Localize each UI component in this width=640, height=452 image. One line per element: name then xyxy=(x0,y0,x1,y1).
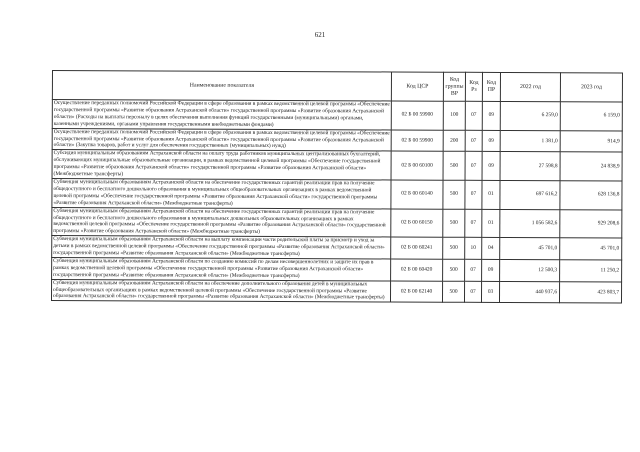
table-row xyxy=(52,257,622,281)
cell-y2023: 914,9 xyxy=(560,130,622,152)
cell-rz: 07 xyxy=(465,209,482,238)
cell-rz: 07 xyxy=(465,101,482,130)
cell-y2023: 423 803,7 xyxy=(559,281,621,303)
cell-name: Субсидия муниципальным образованиям Астраханской области на оплату труда работников муниципальных централизованных бухгалтерий, обслуживающих муниципальные образовательные организации, в рамках ведомственной целевой программы «Обеспечение государственной программы «Развитие образования Астраханской области» государственной программы «Развитие образования Астраханской области» (Межбюджетные трансферты) xyxy=(52,150,391,180)
cell-vr: 500 xyxy=(443,209,465,238)
cell-name: Осуществление переданных полномочий Российской Федерации в сфере образования в рамках ведомственной целевой программы «Обеспечение государственной программы «Развитие образования Астраханской области» государственной программы «Развитие образования Астраханской области» (Расходы на выплаты персоналу в целях обеспечения выполнения функций государственными (муниципальными) органами, казенными учреждениями, органами управления государственными внебюджетными фондами) xyxy=(53,100,390,128)
table-row xyxy=(51,279,621,303)
table-row xyxy=(52,178,622,209)
cell-y2023: 11 250,2 xyxy=(560,260,622,282)
cell-csr: 02 Б 00 60100 xyxy=(391,151,443,180)
cell-name: Субвенция муниципальным образованиям Астраханской области по созданию комиссий по делам несовершеннолетних и защите их прав в рамках ведомственной целевой программы «Обеспечение государственной программы «Развитие образования Астраханской области» государственной программы «Развитие образования Астраханской области» (Межбюджетные трансферты) xyxy=(52,257,391,280)
cell-pr: 09 xyxy=(482,101,500,130)
table-row xyxy=(52,150,622,181)
cell-y2023: 45 701,0 xyxy=(560,238,622,260)
cell-vr: 500 xyxy=(443,180,465,209)
cell-y2022: 697 616,2 xyxy=(500,180,560,209)
cell-rz: 10 xyxy=(465,238,482,260)
header-csr: Код ЦСР xyxy=(391,72,443,101)
cell-y2023: 6 159,0 xyxy=(560,102,622,131)
table-header-row xyxy=(52,71,622,102)
cell-pr: 01 xyxy=(482,209,500,238)
cell-y2022: 12 500,3 xyxy=(500,259,560,281)
table-row xyxy=(52,128,622,152)
cell-rz: 07 xyxy=(465,259,482,281)
header-pr: Код ПР xyxy=(482,72,500,101)
cell-rz: 07 xyxy=(465,152,482,181)
cell-vr: 500 xyxy=(443,152,465,181)
cell-csr: 02 Б 00 59900 xyxy=(391,101,443,130)
budget-table xyxy=(51,70,623,304)
cell-vr: 500 xyxy=(443,259,465,281)
cell-name: Субвенция муниципальным образованиям Астраханской области на обеспечение государственных гарантий реализации прав на получение общедоступного и бесплатного дошкольного образования в муниципальных общеобразовательных организациях в рамках ведомственной целевой программы «Обеспечение государственной программы «Развитие образования Астраханской области» государственной программы «Развитие образования Астраханской области» (Межбюджетные трансферты) xyxy=(52,178,391,208)
table-row xyxy=(52,207,622,238)
cell-pr: 09 xyxy=(482,152,500,181)
cell-name: Субвенция муниципальным образованиям Астраханской области на обеспечение государственных гарантий реализации прав на получение общедоступного и бесплатного дошкольного образования в муниципальных дошкольных образовательных организациях в рамках ведомственной целевой программы «Обеспечение государственной программы «Развитие образования Астраханской области» государственной программы «Развитие образования Астраханской области» (Межбюджетные трансферты) xyxy=(52,207,391,237)
cell-csr: 02 Б 00 60140 xyxy=(391,180,443,209)
header-vr: Код группы ВР xyxy=(443,72,465,101)
cell-y2022: 1 381,0 xyxy=(500,130,560,152)
cell-pr: 09 xyxy=(482,259,500,281)
cell-y2022: 27 598,8 xyxy=(500,152,560,181)
cell-pr: 09 xyxy=(482,130,500,152)
page-number: 621 xyxy=(314,31,326,39)
cell-y2022: 6 259,0 xyxy=(500,101,560,130)
cell-rz: 07 xyxy=(465,130,482,152)
cell-vr: 500 xyxy=(443,237,465,259)
cell-name: Осуществление переданных полномочий Российской Федерации в сфере образования в рамках ведомственной целевой программы «Обеспечение государственной программы «Развитие образования Астраханской области» государственной программы «Развитие образования Астраханской области» (Закупка товаров, работ и услуг для обеспечения государственных (муниципальных) нужд) xyxy=(53,128,390,150)
cell-vr: 100 xyxy=(443,101,465,130)
header-name: Наименование показателя xyxy=(52,71,391,101)
cell-name: Субвенция муниципальным образованиям Астраханской области на обеспечение дополнительного образования детей в муниципальных общеобразовательных организациях в рамках ведомственной целевой программы «Обеспечение государственной программы «Развитие образования Астраханской области» государственной программы «Развитие образования Астраханской области» (Межбюджетные трансферты) xyxy=(51,279,390,302)
cell-pr: 03 xyxy=(481,281,499,303)
cell-csr: 02 Б 00 59900 xyxy=(391,130,443,152)
header-2022: 2022 год xyxy=(500,72,560,101)
cell-y2023: 24 838,9 xyxy=(560,152,622,181)
cell-csr: 02 Б 00 60241 xyxy=(391,237,443,259)
header-2023: 2023 год xyxy=(560,73,622,102)
cell-csr: 02 Б 00 62140 xyxy=(390,281,442,303)
cell-rz: 07 xyxy=(464,281,481,303)
cell-name: Субвенция муниципальным образованиям Астраханской области на выплату компенсации части родительской платы за присмотр и уход за детьми в рамках ведомственной целевой программы «Обеспечение государственной программы «Развитие образования Астраханской области» государственной программы «Развитие образования Астраханской области» (Межбюджетные трансферты) xyxy=(52,236,391,259)
cell-vr: 200 xyxy=(443,130,465,152)
table-row xyxy=(52,100,622,131)
cell-pr: 01 xyxy=(482,180,500,209)
cell-y2022: 45 701,0 xyxy=(500,238,560,260)
table-row xyxy=(52,236,622,260)
cell-pr: 04 xyxy=(482,238,500,260)
cell-csr: 02 Б 00 60420 xyxy=(391,259,443,281)
cell-y2022: 440 937,6 xyxy=(499,281,559,303)
header-rz: Код Рз xyxy=(465,72,482,101)
cell-csr: 02 Б 00 60150 xyxy=(391,209,443,238)
cell-y2023: 628 136,8 xyxy=(560,181,622,210)
cell-rz: 07 xyxy=(465,180,482,209)
cell-y2023: 929 208,6 xyxy=(560,209,622,238)
cell-y2022: 1 056 582,6 xyxy=(500,209,560,238)
cell-vr: 500 xyxy=(442,281,464,303)
